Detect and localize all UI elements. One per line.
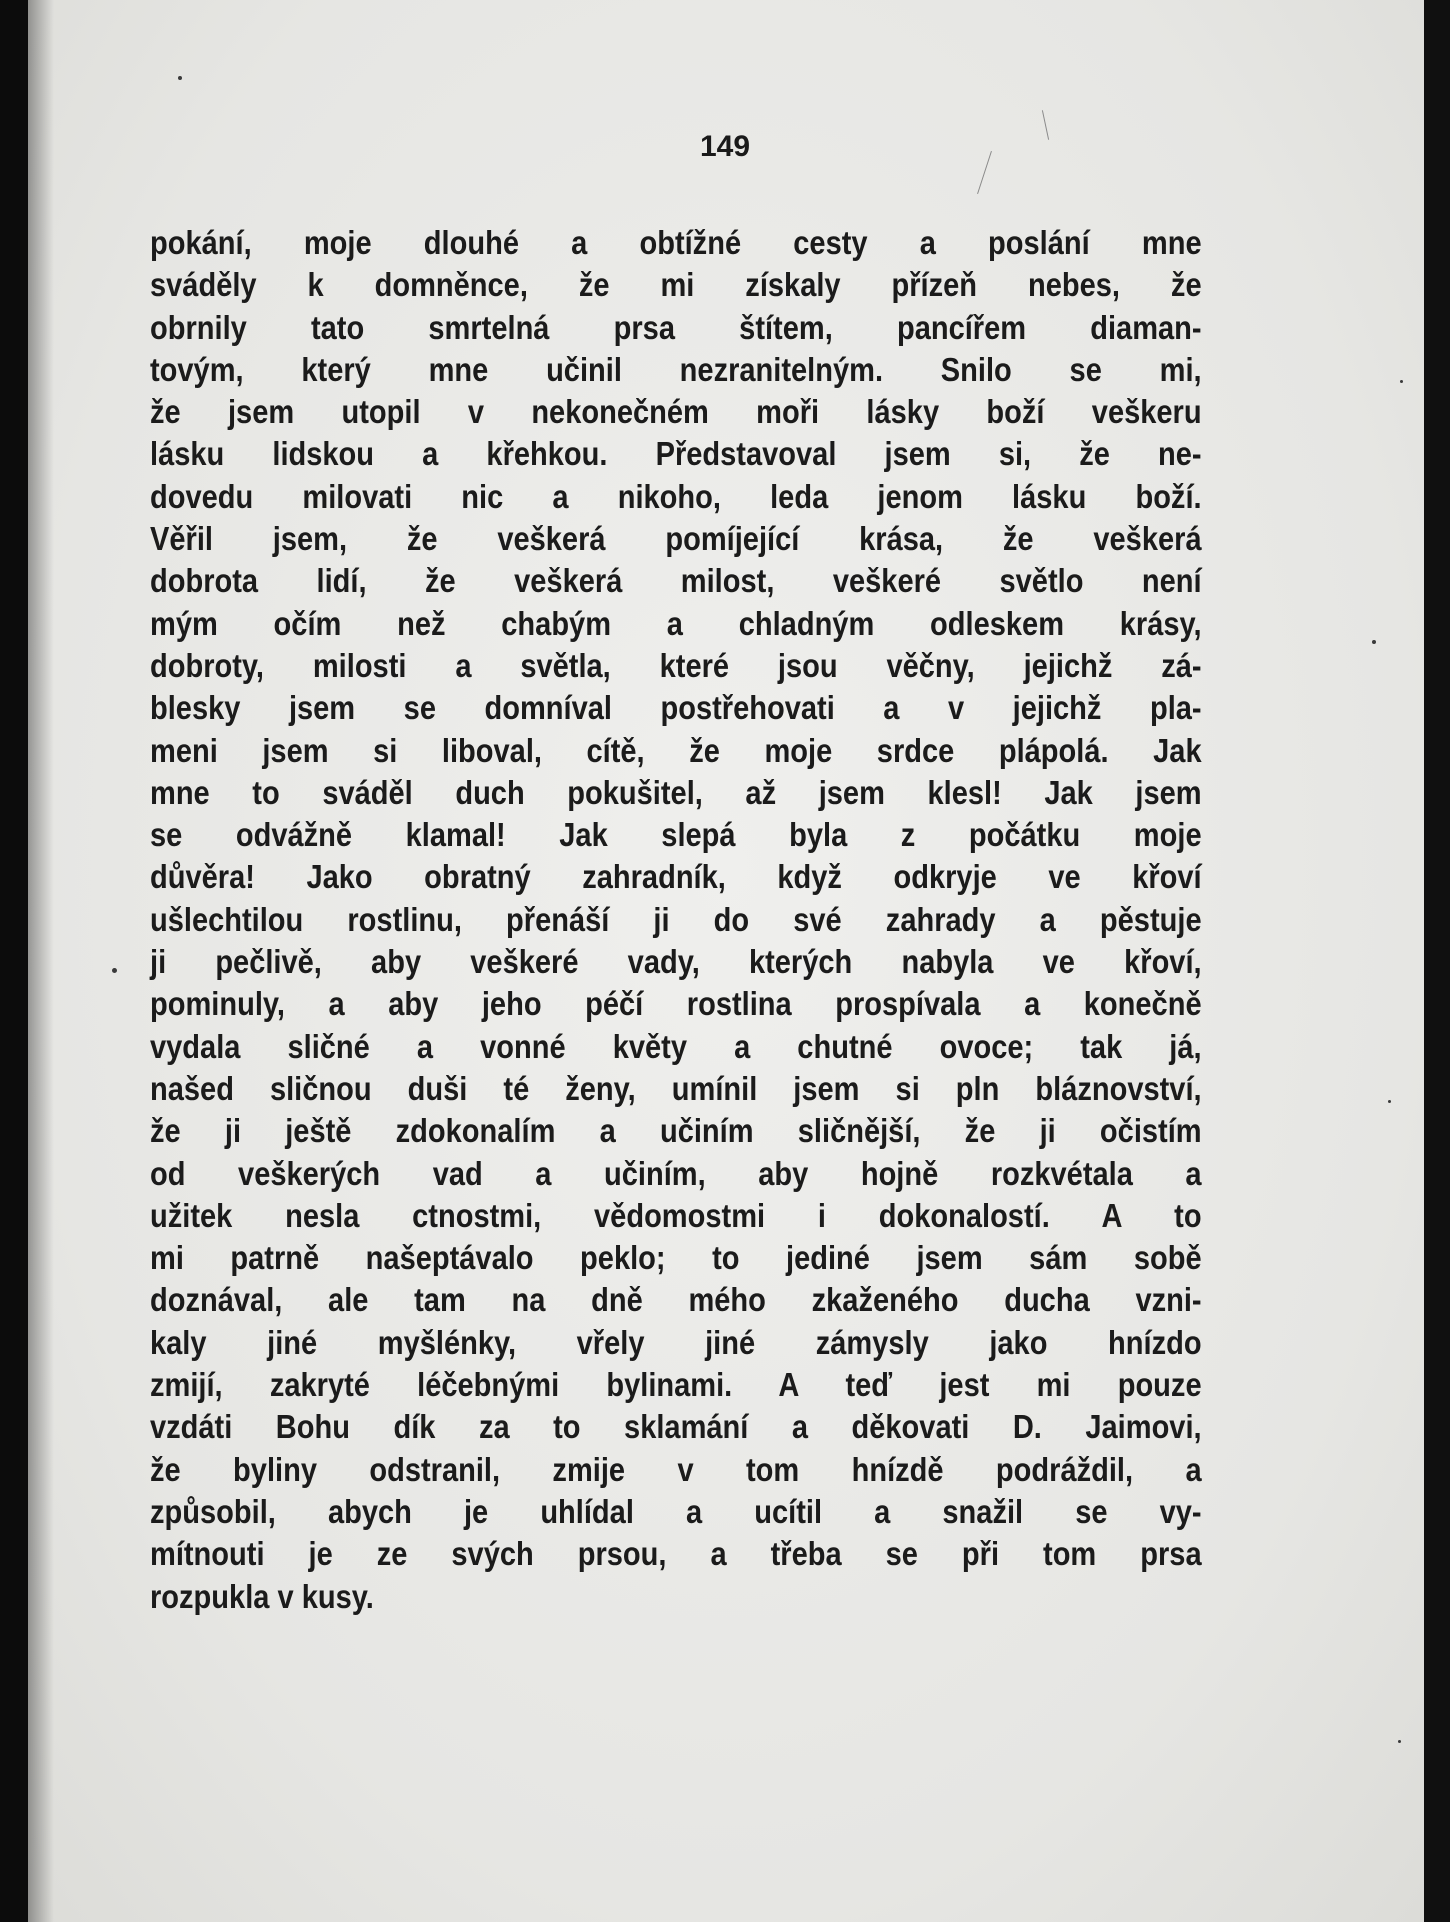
text-line: že ji ještě zdokonalím a učiním sličnější, že ji očistím xyxy=(150,1112,1202,1150)
text-line: dobrota lidí, že veškerá milost, veškeré světlo není xyxy=(150,562,1202,600)
text-line: dovedu milovati nic a nikoho, leda jenom lásku boží. xyxy=(150,477,1202,515)
text-line: od veškerých vad a učiním, aby hojně rozkvétala a xyxy=(150,1154,1202,1192)
text-line: doznával, ale tam na dně mého zkaženého ducha vzni- xyxy=(150,1281,1202,1319)
text-line: důvěra! Jako obratný zahradník, když odkryje ve křoví xyxy=(150,858,1202,896)
text-line: pokání, moje dlouhé a obtížné cesty a poslání mne xyxy=(150,224,1202,261)
text-line: blesky jsem se domníval postřehovati a v jejichž pla- xyxy=(150,689,1202,727)
text-line: ji pečlivě, aby veškeré vady, kterých nabyla ve křoví, xyxy=(150,943,1202,981)
page-number: 149 xyxy=(699,130,751,163)
body-text xyxy=(150,222,1202,1618)
text-line: vydala sličné a vonné květy a chutné ovoce; tak já, xyxy=(150,1027,1202,1065)
text-line: pominuly, a aby jeho péčí rostlina prospívala a konečně xyxy=(150,985,1202,1023)
text-line: meni jsem si liboval, cítě, že moje srdce plápolá. Jak xyxy=(150,731,1202,769)
text-line: že jsem utopil v nekonečném moři lásky boží veškeru xyxy=(150,393,1202,431)
text-line: mne to sváděl duch pokušitel, až jsem klesl! Jak jsem xyxy=(150,773,1202,811)
text-line: vzdáti Bohu dík za to sklamání a děkovati D. Jaimovi, xyxy=(150,1408,1202,1446)
scan-left-border xyxy=(0,0,30,1922)
text-line: se odvážně klamal! Jak slepá byla z počátku moje xyxy=(150,816,1202,854)
spine-shadow xyxy=(28,0,54,1922)
text-line-last: rozpukla v kusy. xyxy=(150,1577,374,1615)
text-line: mým očím než chabým a chladným odleskem krásy, xyxy=(150,604,1202,642)
text-line: našed sličnou duši té ženy, umínil jsem si pln bláznovství, xyxy=(150,1069,1202,1107)
scan-speck xyxy=(1372,640,1376,644)
text-line: mi patrně našeptávalo peklo; to jediné jsem sám sobě xyxy=(150,1239,1202,1277)
text-line: lásku lidskou a křehkou. Představoval jsem si, že ne- xyxy=(150,435,1202,473)
text-line: že byliny odstranil, zmije v tom hnízdě podráždil, a xyxy=(150,1450,1202,1488)
scan-speck xyxy=(178,76,182,80)
text-line: sváděly k domněnce, že mi získaly přízeň nebes, že xyxy=(150,266,1202,304)
text-line: mítnouti je ze svých prsou, a třeba se při tom prsa xyxy=(150,1535,1202,1573)
scan-speck xyxy=(112,968,117,973)
scan-speck xyxy=(1388,1100,1391,1103)
text-line: užitek nesla ctnostmi, vědomostmi i dokonalostí. A to xyxy=(150,1196,1202,1234)
scan-speck xyxy=(1400,380,1403,383)
text-line: zmijí, zakryté léčebnými bylinami. A teď jest mi pouze xyxy=(150,1366,1202,1404)
text-line: kaly jiné myšlénky, vřely jiné zámysly jako hnízdo xyxy=(150,1323,1202,1361)
text-line: tovým, který mne učinil nezranitelným. Snilo se mi, xyxy=(150,350,1202,388)
text-line: Věřil jsem, že veškerá pomíjející krása, že veškerá xyxy=(150,520,1202,558)
text-line: způsobil, abych je uhlídal a ucítil a snažil se vy- xyxy=(150,1492,1202,1530)
text-line: ušlechtilou rostlinu, přenáší ji do své zahrady a pěstuje xyxy=(150,900,1202,938)
text-line: obrnily tato smrtelná prsa štítem, pancířem diaman- xyxy=(150,308,1202,346)
text-line: dobroty, milosti a světla, které jsou věčny, jejichž zá- xyxy=(150,646,1202,684)
scan-speck xyxy=(1398,1740,1401,1743)
scan-right-border xyxy=(1424,0,1450,1922)
